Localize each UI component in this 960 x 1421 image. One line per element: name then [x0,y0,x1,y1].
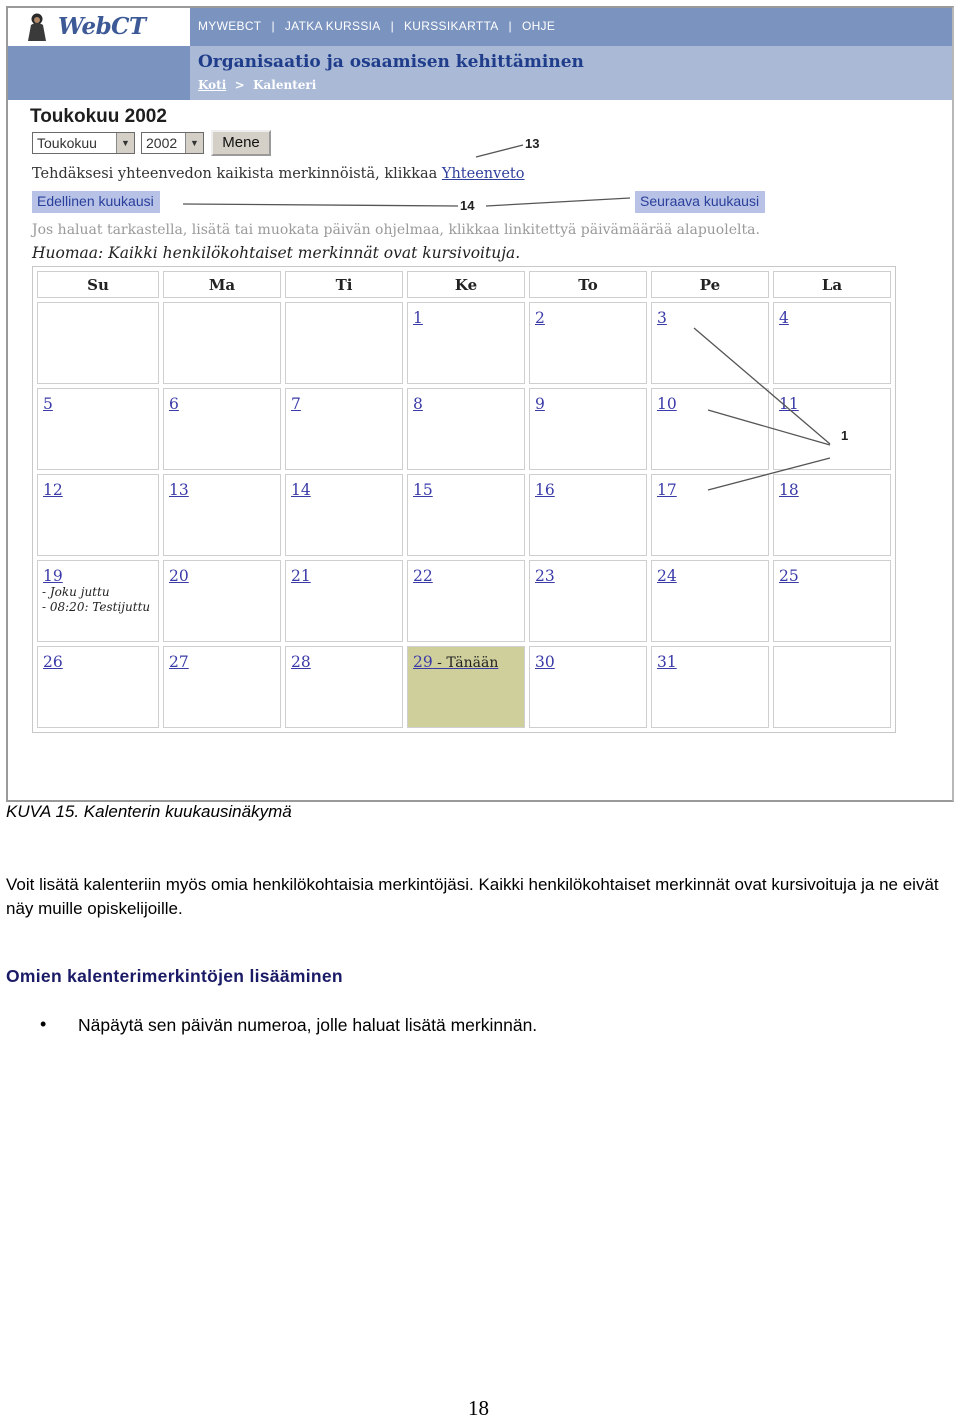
calendar-day-cell [407,388,525,470]
day-link-13[interactable] [169,481,280,499]
calendar-day-cell [37,302,159,384]
calendar-day-cell [37,474,159,556]
day-link-7[interactable] [291,395,402,413]
day-link-10[interactable] [657,395,768,413]
day-number: 2 [535,309,545,327]
next-month-button[interactable]: Seuraava kuukausi [635,191,765,213]
day-number: 18 [779,481,799,499]
calendar-grid [32,266,896,733]
breadcrumb-current: Kalenteri [253,78,317,92]
calendar-day-cell [285,474,403,556]
day-link-21[interactable] [291,567,402,585]
callout-13: 13 [525,136,540,151]
summary-link[interactable]: Yhteenveto [441,166,525,182]
day-number: 24 [657,567,677,585]
day-link-24[interactable] [657,567,768,585]
day-link-9[interactable] [535,395,646,413]
calendar-week-row [37,388,891,470]
bullet-item: Näpäytä sen päivän numeroa, jolle haluat lisätä merkinnän. [78,1015,538,1035]
calendar-day-cell [407,474,525,556]
day-number: 17 [657,481,677,499]
figure-caption: KUVA 15. Kalenterin kuukausinäkymä [6,802,292,821]
day-link-31[interactable] [657,653,768,671]
day-number: 11 [779,395,799,413]
italic-note: Huomaa: Kaikki henkilökohtaiset merkinnät ovat kursivoituja. [32,244,521,262]
calendar-day-cell [163,302,281,384]
calendar-day-cell [163,560,281,642]
month-title: Toukokuu 2002 [30,106,167,127]
summary-line [32,166,524,182]
day-link-5[interactable] [43,395,158,413]
day-number: 22 [413,567,433,585]
calendar-week-row [37,302,891,384]
day-link-4[interactable] [779,309,890,327]
day-link-6[interactable] [169,395,280,413]
go-button[interactable]: Mene [211,130,271,156]
nav-continue-course[interactable]: JATKA KURSSIA [284,19,381,33]
day-number: 21 [291,567,311,585]
calendar-day-cell [407,302,525,384]
summary-text: Tehdäksesi yhteenvedon kaikista merkinnöistä, klikkaa [32,166,442,182]
weekday-header: Su [37,271,159,298]
callout-line-14-left [183,204,458,206]
calendar-day-cell [773,474,891,556]
month-select-value: Toukokuu [37,135,97,151]
day-link-25[interactable] [779,567,890,585]
weekday-header: Ti [285,271,403,298]
calendar-day-cell [529,474,647,556]
weekday-header: Ke [407,271,525,298]
page-number: 18 [468,1396,489,1420]
calendar-day-cell [37,560,159,642]
day-link-14[interactable] [291,481,402,499]
day-link-22[interactable] [413,567,524,585]
day-number: 13 [169,481,189,499]
calendar-day-cell [529,302,647,384]
callout-line-14-right [486,198,630,206]
breadcrumb [198,78,316,92]
breadcrumb-separator: > [230,78,249,92]
day-link-19[interactable] [43,567,158,585]
day-number: 7 [291,395,301,413]
day-number: 1 [413,309,423,327]
calendar-day-cell [285,646,403,728]
day-number: 10 [657,395,677,413]
day-link-2[interactable] [535,309,646,327]
calendar-day-cell [651,560,769,642]
nav-separator: | [390,19,394,33]
calendar-day-cell [651,388,769,470]
weekday-header: Pe [651,271,769,298]
calendar-day-cell [773,302,891,384]
webct-header [8,8,952,100]
callout-1: 1 [841,428,849,443]
calendar-day-cell [285,560,403,642]
today-label: - Tänään [432,655,499,671]
day-link-12[interactable] [43,481,158,499]
nav-course-map[interactable]: KURSSIKARTTA [404,19,499,33]
day-number: 31 [657,653,677,671]
calendar-week-row [37,560,891,642]
calendar-day-cell [407,646,525,728]
day-link-29[interactable] [413,653,524,671]
callout-14: 14 [460,198,475,213]
weekday-header-row [37,271,891,298]
calendar-day-cell [773,646,891,728]
month-select[interactable] [32,132,135,154]
day-link-17[interactable] [657,481,768,499]
day-number: 19 [43,567,63,585]
nav-separator: | [271,19,275,33]
nav-separator: | [508,19,512,33]
personal-event[interactable]: - 08:20: Testijuttu [42,600,151,614]
calendar-day-cell [37,646,159,728]
day-number: 20 [169,567,189,585]
day-number: 23 [535,567,555,585]
personal-event[interactable]: - Joku juttu [42,585,110,599]
day-link-20[interactable] [169,567,280,585]
day-link-3[interactable] [657,309,768,327]
weekday-header: To [529,271,647,298]
day-link-23[interactable] [535,567,646,585]
day-link-16[interactable] [535,481,646,499]
calendar-week-row [37,474,891,556]
calendar-day-cell [529,560,647,642]
day-number: 6 [169,395,179,413]
day-link-26[interactable] [43,653,158,671]
day-number: 8 [413,395,423,413]
weekday-header: Ma [163,271,281,298]
calendar-screenshot [6,6,954,802]
previous-month-button[interactable]: Edellinen kuukausi [32,191,160,213]
day-number: 15 [413,481,433,499]
day-number: 14 [291,481,311,499]
calendar-day-cell [163,474,281,556]
body-paragraph: Voit lisätä kalenteriin myös omia henkilökohtaisia merkintöjäsi. Kaikki henkilökohtaiset merkinnät ovat kursivoituja ja ne eivät näy muille opiskelijoille. [6,875,939,918]
day-link-15[interactable] [413,481,524,499]
calendar-day-cell [163,646,281,728]
calendar-day-cell [529,646,647,728]
calendar-day-cell [37,388,159,470]
calendar-day-cell [163,388,281,470]
calendar-day-cell [285,388,403,470]
calendar-day-cell [773,388,891,470]
calendar-day-cell [407,560,525,642]
day-link-28[interactable] [291,653,402,671]
calendar-day-cell [651,474,769,556]
day-number: 16 [535,481,555,499]
bullet-icon: • [40,1014,47,1034]
day-number: 3 [657,309,667,327]
day-link-1[interactable] [413,309,524,327]
logo-area [8,8,190,46]
calendar-day-cell [529,388,647,470]
day-number: 27 [169,653,189,671]
calendar-day-cell [285,302,403,384]
hint-text: Jos haluat tarkastella, lisätä tai muokata päivän ohjelmaa, klikkaa linkitettyä päivämäärää alapuolelta. [32,222,760,238]
dropdown-arrow-icon: ▼ [185,133,203,153]
day-number: 4 [779,309,789,327]
day-number: 25 [779,567,799,585]
day-link-18[interactable] [779,481,890,499]
calendar-day-cell [773,560,891,642]
webct-logo-text: WebCT [58,13,146,40]
nav-help[interactable]: OHJE [521,19,556,33]
day-number: 30 [535,653,555,671]
day-link-27[interactable] [169,653,280,671]
calendar-day-cell [651,302,769,384]
year-select-value: 2002 [146,135,178,151]
top-nav [198,19,555,33]
year-select[interactable] [141,132,204,154]
day-link-11[interactable] [779,395,890,413]
dropdown-arrow-icon: ▼ [116,133,134,153]
calendar-week-row [37,646,891,728]
webct-logo-icon [24,12,50,42]
day-link-8[interactable] [413,395,524,413]
weekday-header: La [773,271,891,298]
callout-line-13 [476,145,523,157]
day-link-30[interactable] [535,653,646,671]
course-title: Organisaatio ja osaamisen kehittäminen [198,52,584,72]
day-number: 12 [43,481,63,499]
nav-mywebct[interactable]: MYWEBCT [198,19,262,33]
day-number: 5 [43,395,53,413]
calendar-day-cell [651,646,769,728]
day-number: 26 [43,653,63,671]
day-number: 28 [291,653,311,671]
day-number: 9 [535,395,545,413]
section-heading: Omien kalenterimerkintöjen lisääminen [6,966,343,986]
day-number: 29 [413,653,433,671]
breadcrumb-home-link[interactable]: Koti [198,78,227,92]
